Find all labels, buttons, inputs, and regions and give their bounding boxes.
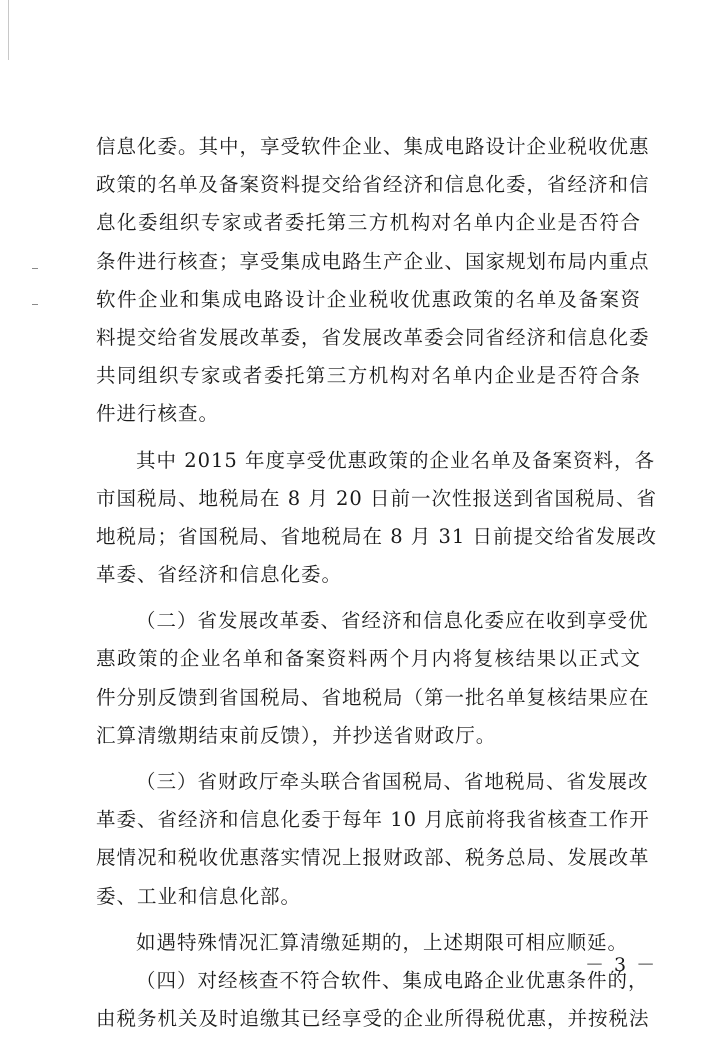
paragraph-2 xyxy=(96,442,658,595)
paragraph-1 xyxy=(96,128,650,434)
scan-edge-line xyxy=(8,0,9,60)
text-line: 如遇特殊情况汇算清缴延期的，上述期限可相应顺延。 xyxy=(136,930,629,954)
paragraph-6 xyxy=(96,962,650,1038)
text-line: 条件进行核查；享受集成电路生产企业、国家规划布局内重点 xyxy=(96,249,650,273)
text-line: 革委、省经济和信息化委。 xyxy=(96,563,343,587)
text-line: （二）省发展改革委、省经济和信息化委应在收到享受优 xyxy=(136,609,649,633)
paragraph-5 xyxy=(96,924,641,962)
paragraph-4 xyxy=(96,763,650,916)
text-line: 料提交给省发展改革委，省发展改革委会同省经济和信息化委 xyxy=(96,325,650,349)
text-line: 信息化委。其中，享受软件企业、集成电路设计企业税收优惠 xyxy=(96,135,650,158)
text-line: 委、工业和信息化部。 xyxy=(96,884,302,908)
text-line: 件进行核查。 xyxy=(96,402,220,426)
text-line: 革委、省经济和信息化委于每年 10 月底前将我省核查工作开 xyxy=(96,808,650,832)
margin-mark xyxy=(32,304,38,305)
text-line: 地税局；省国税局、省地税局在 8 月 31 日前提交给省发展改 xyxy=(96,524,658,548)
text-line: 市国税局、地税局在 8 月 20 日前一次性报送到省国税局、省 xyxy=(96,486,658,510)
text-line: 由税务机关及时追缴其已经享受的企业所得税优惠，并按税法 xyxy=(96,1007,650,1031)
text-line: 件分别反馈到省国税局、省地税局（第一批名单复核结果应在 xyxy=(96,685,650,709)
text-line: 共同组织专家或者委托第三方机构对名单内企业是否符合条 xyxy=(96,364,641,388)
text-line: 展情况和税收优惠落实情况上报财政部、税务总局、发展改革 xyxy=(96,846,650,870)
margin-mark xyxy=(32,268,38,269)
paragraph-3 xyxy=(96,602,650,755)
text-line: 息化委组织专家或者委托第三方机构对名单内企业是否符合 xyxy=(96,211,641,235)
page-number: － 3 － xyxy=(585,954,658,976)
text-line: 汇算清缴期结束前反馈），并抄送省财政厅。 xyxy=(96,723,497,747)
text-line: 软件企业和集成电路设计企业税收优惠政策的名单及备案资 xyxy=(96,287,641,311)
text-line: 其中 2015 年度享受优惠政策的企业名单及备案资料，各 xyxy=(136,448,656,472)
text-line: 惠政策的企业名单和备案资料两个月内将复核结果以正式文 xyxy=(96,647,641,671)
text-line: （四）对经核查不符合软件、集成电路企业优惠条件的， xyxy=(136,968,649,992)
text-line: （三）省财政厅牵头联合省国税局、省地税局、省发展改 xyxy=(136,770,649,793)
document-body xyxy=(96,128,658,1038)
text-line: 政策的名单及备案资料提交给省经济和信息化委，省经济和信 xyxy=(96,173,650,197)
